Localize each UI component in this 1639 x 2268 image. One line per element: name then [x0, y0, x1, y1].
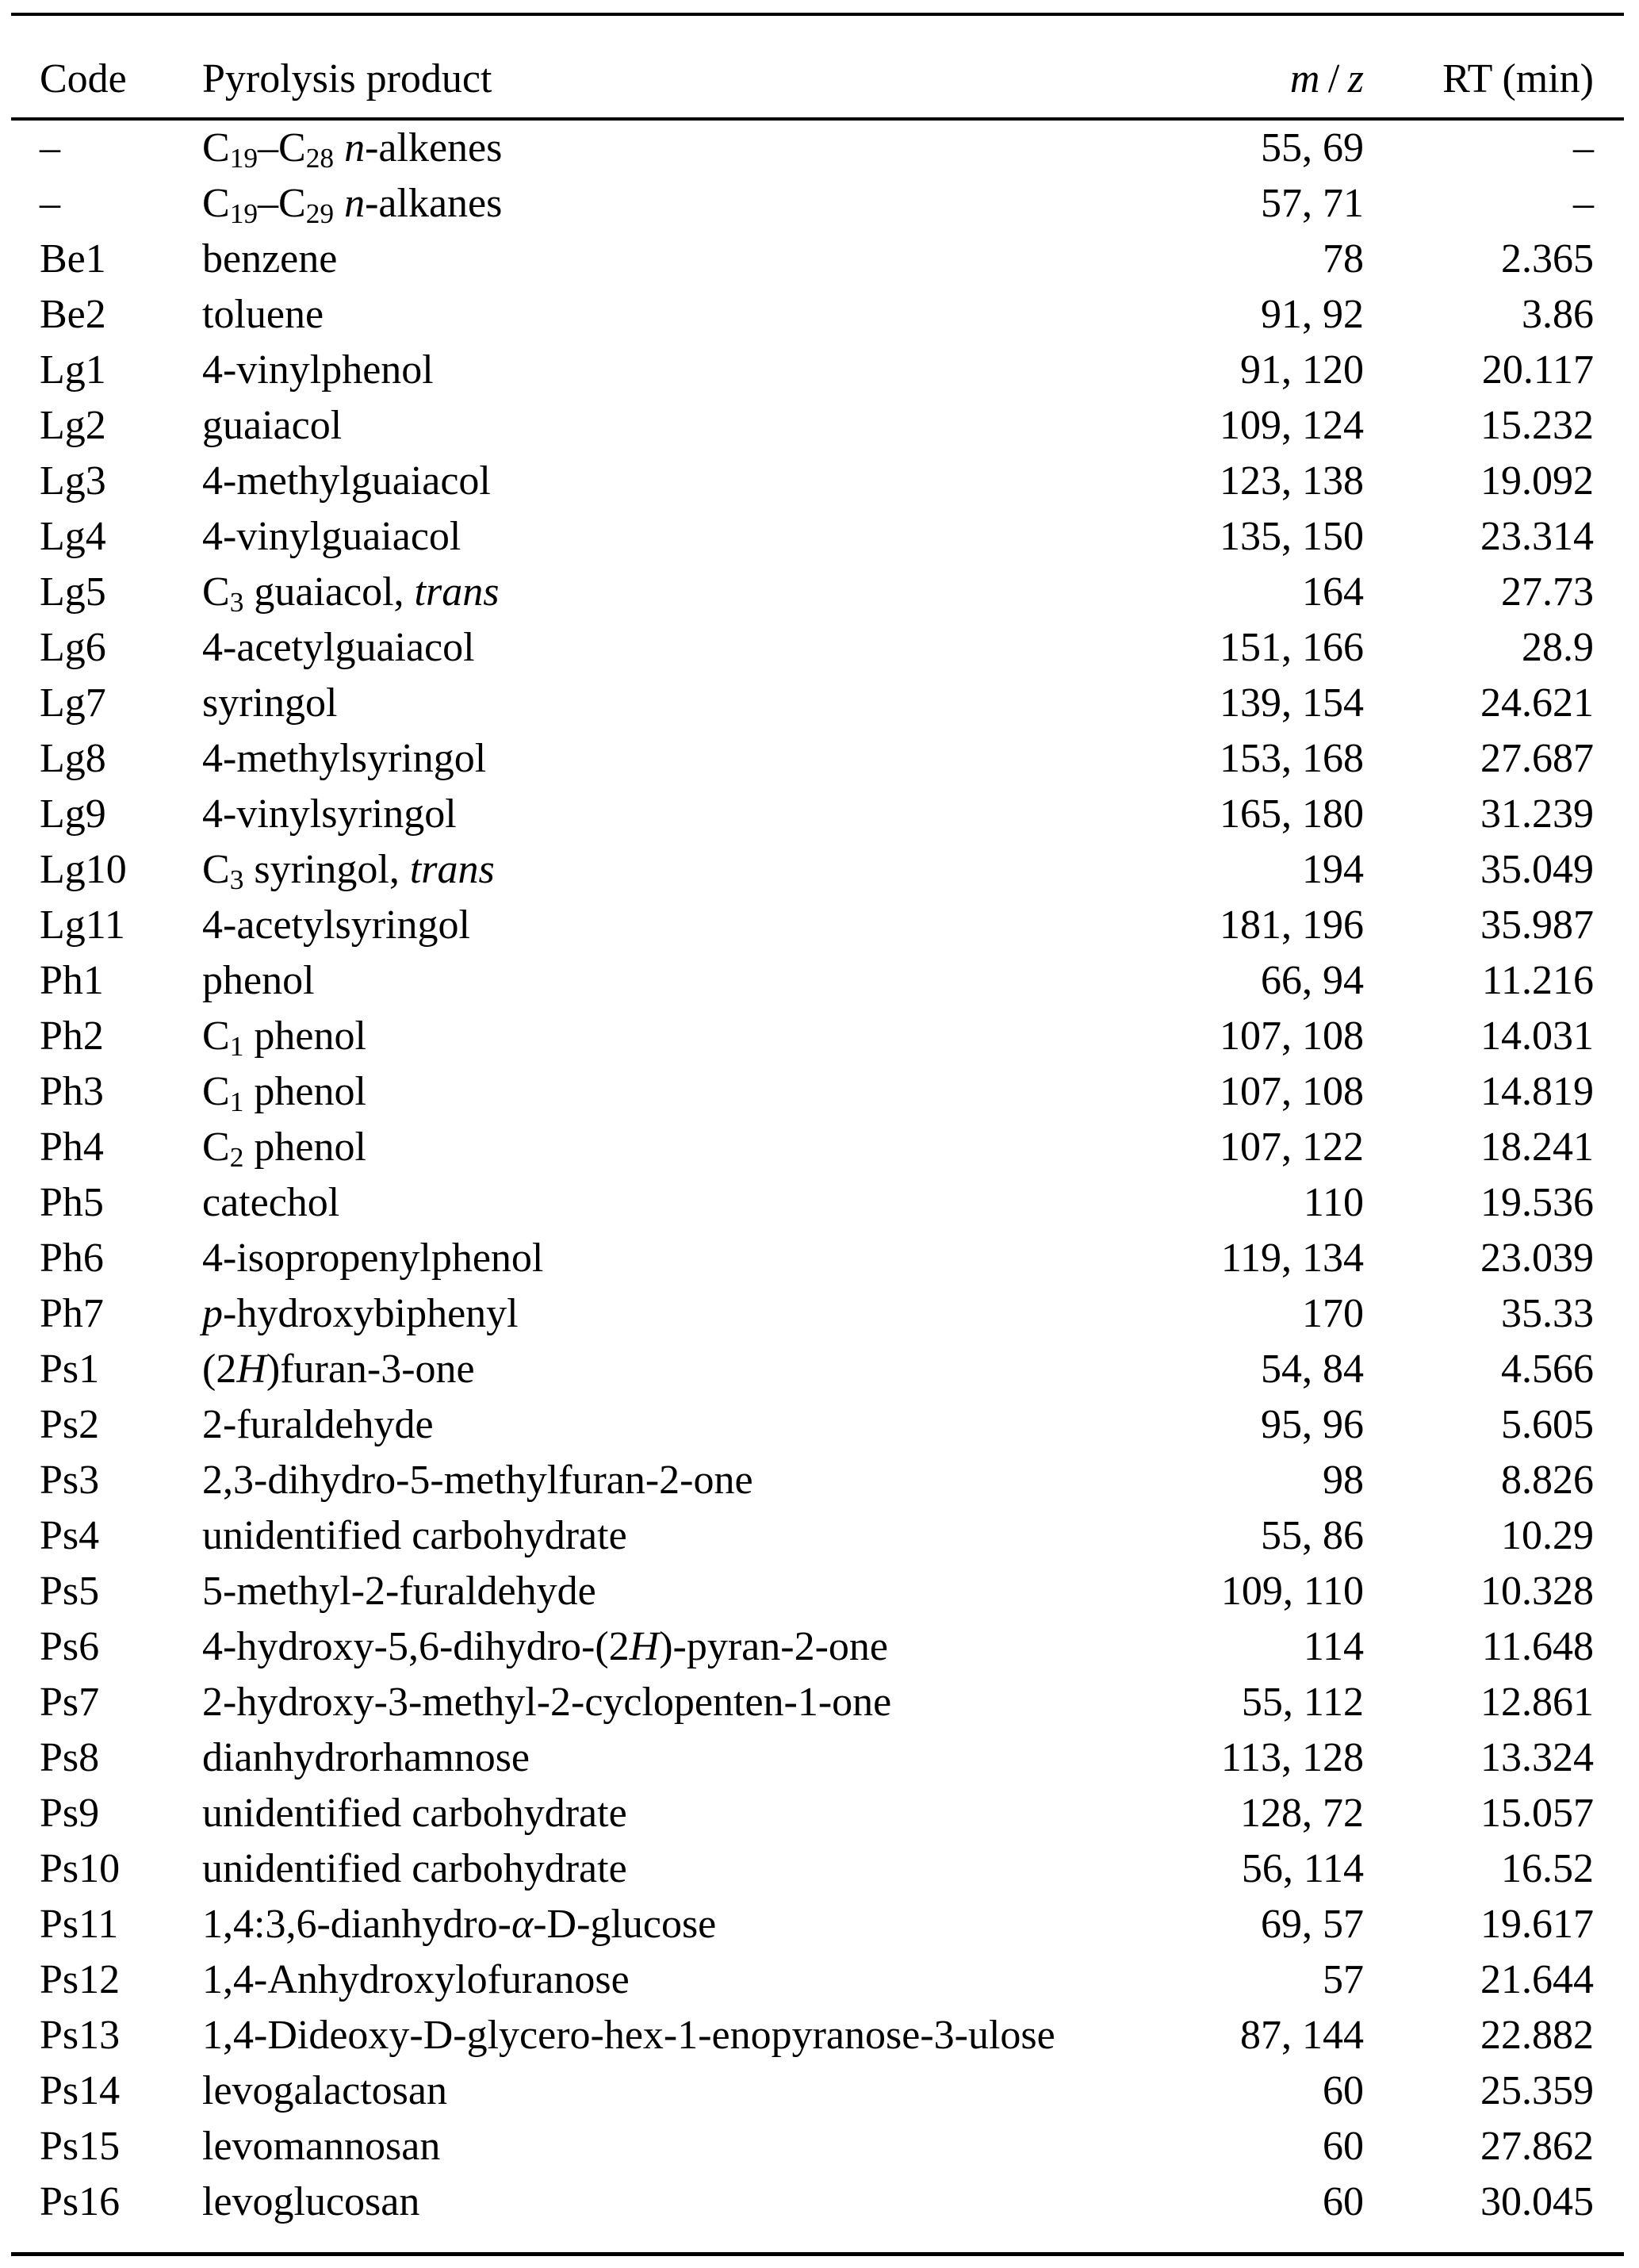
cell-product: $C_1$ phenol [202, 1069, 366, 1117]
subscript-text: 29 [305, 197, 335, 229]
cell-mz: 153, 168 [1220, 736, 1364, 781]
table-row [11, 1064, 1624, 1120]
cell-code: Ph6 [40, 1236, 104, 1281]
cell-rt: 35.987 [1480, 902, 1594, 948]
cell-mz: 194 [1302, 847, 1364, 892]
cell-code: Ps5 [40, 1569, 100, 1614]
table-row [11, 731, 1624, 787]
cell-mz: 135, 150 [1220, 514, 1364, 559]
cell-mz: 56, 114 [1241, 1846, 1364, 1891]
cell-code: Lg3 [40, 458, 106, 504]
cell-rt: 10.29 [1501, 1513, 1594, 1558]
cell-product: 4-vinylsyringol [202, 791, 457, 837]
cell-product: phenol [202, 958, 315, 1003]
table-row [11, 676, 1624, 731]
cell-rt: 14.031 [1480, 1013, 1594, 1059]
cell-mz: 128, 72 [1240, 1791, 1364, 1836]
italic-text: z [1347, 56, 1364, 102]
table-row [11, 787, 1624, 842]
cell-mz: 91, 120 [1240, 347, 1364, 393]
cell-product: 4-vinylguaiacol [202, 514, 461, 559]
cell-product: (2H)furan-3-one [202, 1347, 475, 1392]
cell-code: Be1 [40, 236, 106, 282]
cell-code: Ps6 [40, 1624, 100, 1669]
cell-product: unidentified carbohydrate [202, 1513, 627, 1558]
cell-code: Ps3 [40, 1458, 100, 1503]
table-row [11, 2063, 1624, 2119]
subscript-text: 2 [229, 1140, 244, 1173]
col-code-label: Code [40, 56, 127, 102]
cell-code: – [40, 125, 60, 170]
cell-mz: 107, 108 [1220, 1069, 1364, 1114]
cell-mz: 98 [1323, 1458, 1364, 1503]
cell-product: 4-isopropenylphenol [202, 1236, 544, 1281]
cell-code: Ps1 [40, 1347, 100, 1392]
cell-rt: 20.117 [1481, 347, 1594, 393]
cell-rt: 16.52 [1501, 1846, 1594, 1891]
cell-product: dianhydrorhamnose [202, 1735, 530, 1780]
cell-product: $C_3$ guaiacol, trans [202, 569, 500, 618]
table-header-row [11, 16, 1624, 121]
table-row [11, 121, 1624, 176]
italic-text: n [344, 181, 366, 226]
table-row [11, 398, 1624, 454]
cell-code: Ps14 [40, 2068, 121, 2113]
subscript-text: 3 [229, 585, 244, 618]
cell-mz: 181, 196 [1220, 902, 1364, 948]
cell-mz: 78 [1323, 236, 1364, 282]
cell-product: p-hydroxybiphenyl [202, 1291, 519, 1336]
cell-rt: 24.621 [1480, 680, 1594, 726]
italic-text: H [629, 1624, 660, 1669]
col-product-label: Pyrolysis product [202, 56, 492, 102]
table-row [11, 1120, 1624, 1175]
cell-rt: 19.617 [1480, 1902, 1594, 1947]
cell-mz: 119, 134 [1220, 1236, 1364, 1281]
table-row [11, 1231, 1624, 1286]
cell-rt: 15.232 [1480, 403, 1594, 448]
cell-code: Lg2 [40, 403, 106, 448]
cell-code: Ph5 [40, 1180, 104, 1225]
cell-rt: 19.092 [1480, 458, 1594, 504]
italic-text: p [202, 1291, 223, 1336]
table-row [11, 1508, 1624, 1564]
cell-rt: 2.365 [1501, 236, 1594, 282]
cell-product: 2,3-dihydro-5-methylfuran-2-one [202, 1458, 753, 1503]
table-row [11, 1342, 1624, 1397]
cell-rt: 35.33 [1501, 1291, 1594, 1336]
subscript-text: 28 [305, 141, 335, 174]
table-row [11, 1841, 1624, 1897]
cell-mz: 164 [1302, 569, 1364, 615]
cell-rt: – [1573, 125, 1594, 170]
cell-rt: 11.648 [1481, 1624, 1594, 1669]
table-row [11, 2008, 1624, 2063]
table-row [11, 1453, 1624, 1508]
cell-mz: 170 [1302, 1291, 1364, 1336]
cell-mz: 114 [1303, 1624, 1364, 1669]
cell-rt: 31.239 [1480, 791, 1594, 837]
cell-rt: 27.73 [1501, 569, 1594, 615]
cell-code: Lg5 [40, 569, 106, 615]
table-row [11, 1286, 1624, 1342]
cell-mz: 109, 110 [1220, 1569, 1364, 1614]
table-row [11, 565, 1624, 620]
cell-code: Lg10 [40, 847, 127, 892]
cell-mz: 60 [1323, 2124, 1364, 2169]
cell-mz: 55, 69 [1261, 125, 1364, 170]
cell-rt: 4.566 [1501, 1347, 1594, 1392]
cell-rt: 27.862 [1480, 2124, 1594, 2169]
cell-rt: 30.045 [1480, 2179, 1594, 2224]
cell-product: 5-methyl-2-furaldehyde [202, 1569, 596, 1614]
table-row [11, 343, 1624, 398]
cell-product: unidentified carbohydrate [202, 1846, 627, 1891]
cell-mz: 91, 92 [1261, 292, 1364, 337]
cell-rt: 13.324 [1480, 1735, 1594, 1780]
cell-mz: 66, 94 [1261, 958, 1364, 1003]
cell-mz: 57 [1323, 1957, 1364, 2002]
italic-text: trans [414, 569, 500, 615]
cell-product: $C_{19}-C_{29}$ n-alkanes [202, 181, 503, 229]
cell-code: Lg9 [40, 791, 106, 837]
cell-product: 4-methylsyringol [202, 736, 487, 781]
italic-text: n [344, 125, 366, 170]
cell-rt: 21.644 [1480, 1957, 1594, 2002]
cell-rt: 12.861 [1480, 1680, 1594, 1725]
col-mz-label: m / z [1289, 56, 1364, 102]
cell-code: Be2 [40, 292, 106, 337]
cell-product: 4-acetylsyringol [202, 902, 470, 948]
cell-product: levogalactosan [202, 2068, 447, 2113]
col-rt-label: RT (min) [1442, 56, 1594, 102]
cell-product: levomannosan [202, 2124, 441, 2169]
italic-text: trans [409, 847, 495, 892]
cell-code: Ps8 [40, 1735, 100, 1780]
subscript-text: 19 [229, 141, 258, 174]
italic-text: m [1289, 56, 1320, 102]
cell-rt: 18.241 [1480, 1124, 1594, 1170]
cell-product: $C_2$ phenol [202, 1124, 366, 1173]
cell-rt: 19.536 [1480, 1180, 1594, 1225]
cell-product: 2-furaldehyde [202, 1402, 434, 1447]
cell-rt: 25.359 [1480, 2068, 1594, 2113]
cell-code: Ph3 [40, 1069, 104, 1114]
cell-code: Ph1 [40, 958, 104, 1003]
cell-mz: 139, 154 [1220, 680, 1364, 726]
cell-product: 4-vinylphenol [202, 347, 434, 393]
cell-mz: 54, 84 [1261, 1347, 1364, 1392]
cell-code: – [40, 181, 60, 226]
cell-mz: 113, 128 [1220, 1735, 1364, 1780]
table-row [11, 2174, 1624, 2230]
subscript-text: 1 [229, 1029, 244, 1062]
cell-mz: 55, 112 [1241, 1680, 1364, 1725]
cell-code: Ps13 [40, 2013, 121, 2058]
table-row [11, 1397, 1624, 1453]
cell-rt: 15.057 [1480, 1791, 1594, 1836]
cell-product: 1,4-Anhydroxylofuranose [202, 1957, 630, 2002]
italic-text: α [511, 1902, 534, 1947]
cell-mz: 87, 144 [1240, 2013, 1364, 2058]
cell-rt: 27.687 [1480, 736, 1594, 781]
cell-rt: 10.328 [1480, 1569, 1594, 1614]
cell-product: levoglucosan [202, 2179, 420, 2224]
cell-product: $C_3$ syringol, trans [202, 847, 495, 895]
cell-rt: 14.819 [1480, 1069, 1594, 1114]
cell-code: Ph4 [40, 1124, 104, 1170]
table-row [11, 1786, 1624, 1841]
subscript-text: 1 [229, 1085, 244, 1117]
cell-rt: 3.86 [1522, 292, 1594, 337]
cell-product: guaiacol [202, 403, 343, 448]
table-row [11, 1564, 1624, 1619]
cell-code: Ps12 [40, 1957, 121, 2002]
table-row [11, 1730, 1624, 1786]
cell-code: Ps11 [40, 1902, 119, 1947]
cell-code: Ph7 [40, 1291, 104, 1336]
cell-product: 1,4:3,6-dianhydro-α-D-glucose [202, 1902, 717, 1947]
table-row [11, 287, 1624, 343]
cell-rt: 22.882 [1480, 2013, 1594, 2058]
cell-mz: 60 [1323, 2179, 1364, 2224]
table-row [11, 953, 1624, 1009]
pyrolysis-products-table [11, 13, 1624, 2256]
cell-product: syringol [202, 680, 338, 726]
table-row [11, 620, 1624, 676]
table-row [11, 454, 1624, 509]
cell-product: $C_1$ phenol [202, 1013, 366, 1062]
cell-rt: 23.039 [1480, 1236, 1594, 1281]
cell-code: Ps10 [40, 1846, 121, 1891]
cell-code: Ps9 [40, 1791, 100, 1836]
cell-product: 4-hydroxy-5,6-dihydro-(2H)-pyran-2-one [202, 1624, 888, 1669]
table-row [11, 898, 1624, 953]
cell-product: unidentified carbohydrate [202, 1791, 627, 1836]
table-row [11, 2119, 1624, 2174]
cell-rt: 35.049 [1480, 847, 1594, 892]
cell-product: 2-hydroxy-3-methyl-2-cyclopenten-1-one [202, 1680, 892, 1725]
cell-mz: 165, 180 [1220, 791, 1364, 837]
cell-product: 4-methylguaiacol [202, 458, 491, 504]
cell-rt: 8.826 [1501, 1458, 1594, 1503]
table-row [11, 1619, 1624, 1675]
cell-mz: 123, 138 [1220, 458, 1364, 504]
table-row [11, 1009, 1624, 1064]
cell-product: toluene [202, 292, 324, 337]
cell-code: Lg11 [40, 902, 125, 948]
cell-code: Ph2 [40, 1013, 104, 1059]
cell-product: 1,4-Dideoxy-D-glycero-hex-1-enopyranose-3-ulose [202, 2013, 1055, 2058]
cell-code: Lg1 [40, 347, 106, 393]
table-row [11, 1175, 1624, 1231]
cell-mz: 151, 166 [1220, 625, 1364, 670]
cell-mz: 109, 124 [1220, 403, 1364, 448]
cell-product: 4-acetylguaiacol [202, 625, 475, 670]
cell-mz: 95, 96 [1261, 1402, 1364, 1447]
cell-mz: 107, 122 [1220, 1124, 1364, 1170]
cell-code: Lg6 [40, 625, 106, 670]
cell-code: Ps4 [40, 1513, 100, 1558]
cell-rt: 11.216 [1481, 958, 1594, 1003]
cell-rt: – [1573, 181, 1594, 226]
cell-code: Ps15 [40, 2124, 121, 2169]
cell-product: catechol [202, 1180, 340, 1225]
cell-rt: 23.314 [1480, 514, 1594, 559]
cell-mz: 55, 86 [1261, 1513, 1364, 1558]
subscript-text: 3 [229, 863, 244, 895]
cell-rt: 28.9 [1522, 625, 1594, 670]
table-row [11, 1675, 1624, 1730]
cell-mz: 110 [1303, 1180, 1364, 1225]
cell-code: Ps2 [40, 1402, 100, 1447]
cell-code: Ps16 [40, 2179, 121, 2224]
subscript-text: 19 [229, 197, 258, 229]
cell-mz: 60 [1323, 2068, 1364, 2113]
cell-mz: 69, 57 [1261, 1902, 1364, 1947]
table-row [11, 842, 1624, 898]
table-row [11, 232, 1624, 287]
cell-code: Ps7 [40, 1680, 100, 1725]
table-row [11, 1897, 1624, 1952]
table-row [11, 509, 1624, 565]
italic-text: H [236, 1347, 266, 1392]
table-row [11, 176, 1624, 232]
cell-product: $C_{19}-C_{28}$ n-alkenes [202, 125, 503, 174]
table-body [11, 121, 1624, 2252]
cell-mz: 57, 71 [1261, 181, 1364, 226]
cell-code: Lg4 [40, 514, 106, 559]
cell-product: benzene [202, 236, 338, 282]
cell-code: Lg7 [40, 680, 106, 726]
table-row [11, 1952, 1624, 2008]
cell-mz: 107, 108 [1220, 1013, 1364, 1059]
cell-rt: 5.605 [1501, 1402, 1594, 1447]
cell-code: Lg8 [40, 736, 106, 781]
